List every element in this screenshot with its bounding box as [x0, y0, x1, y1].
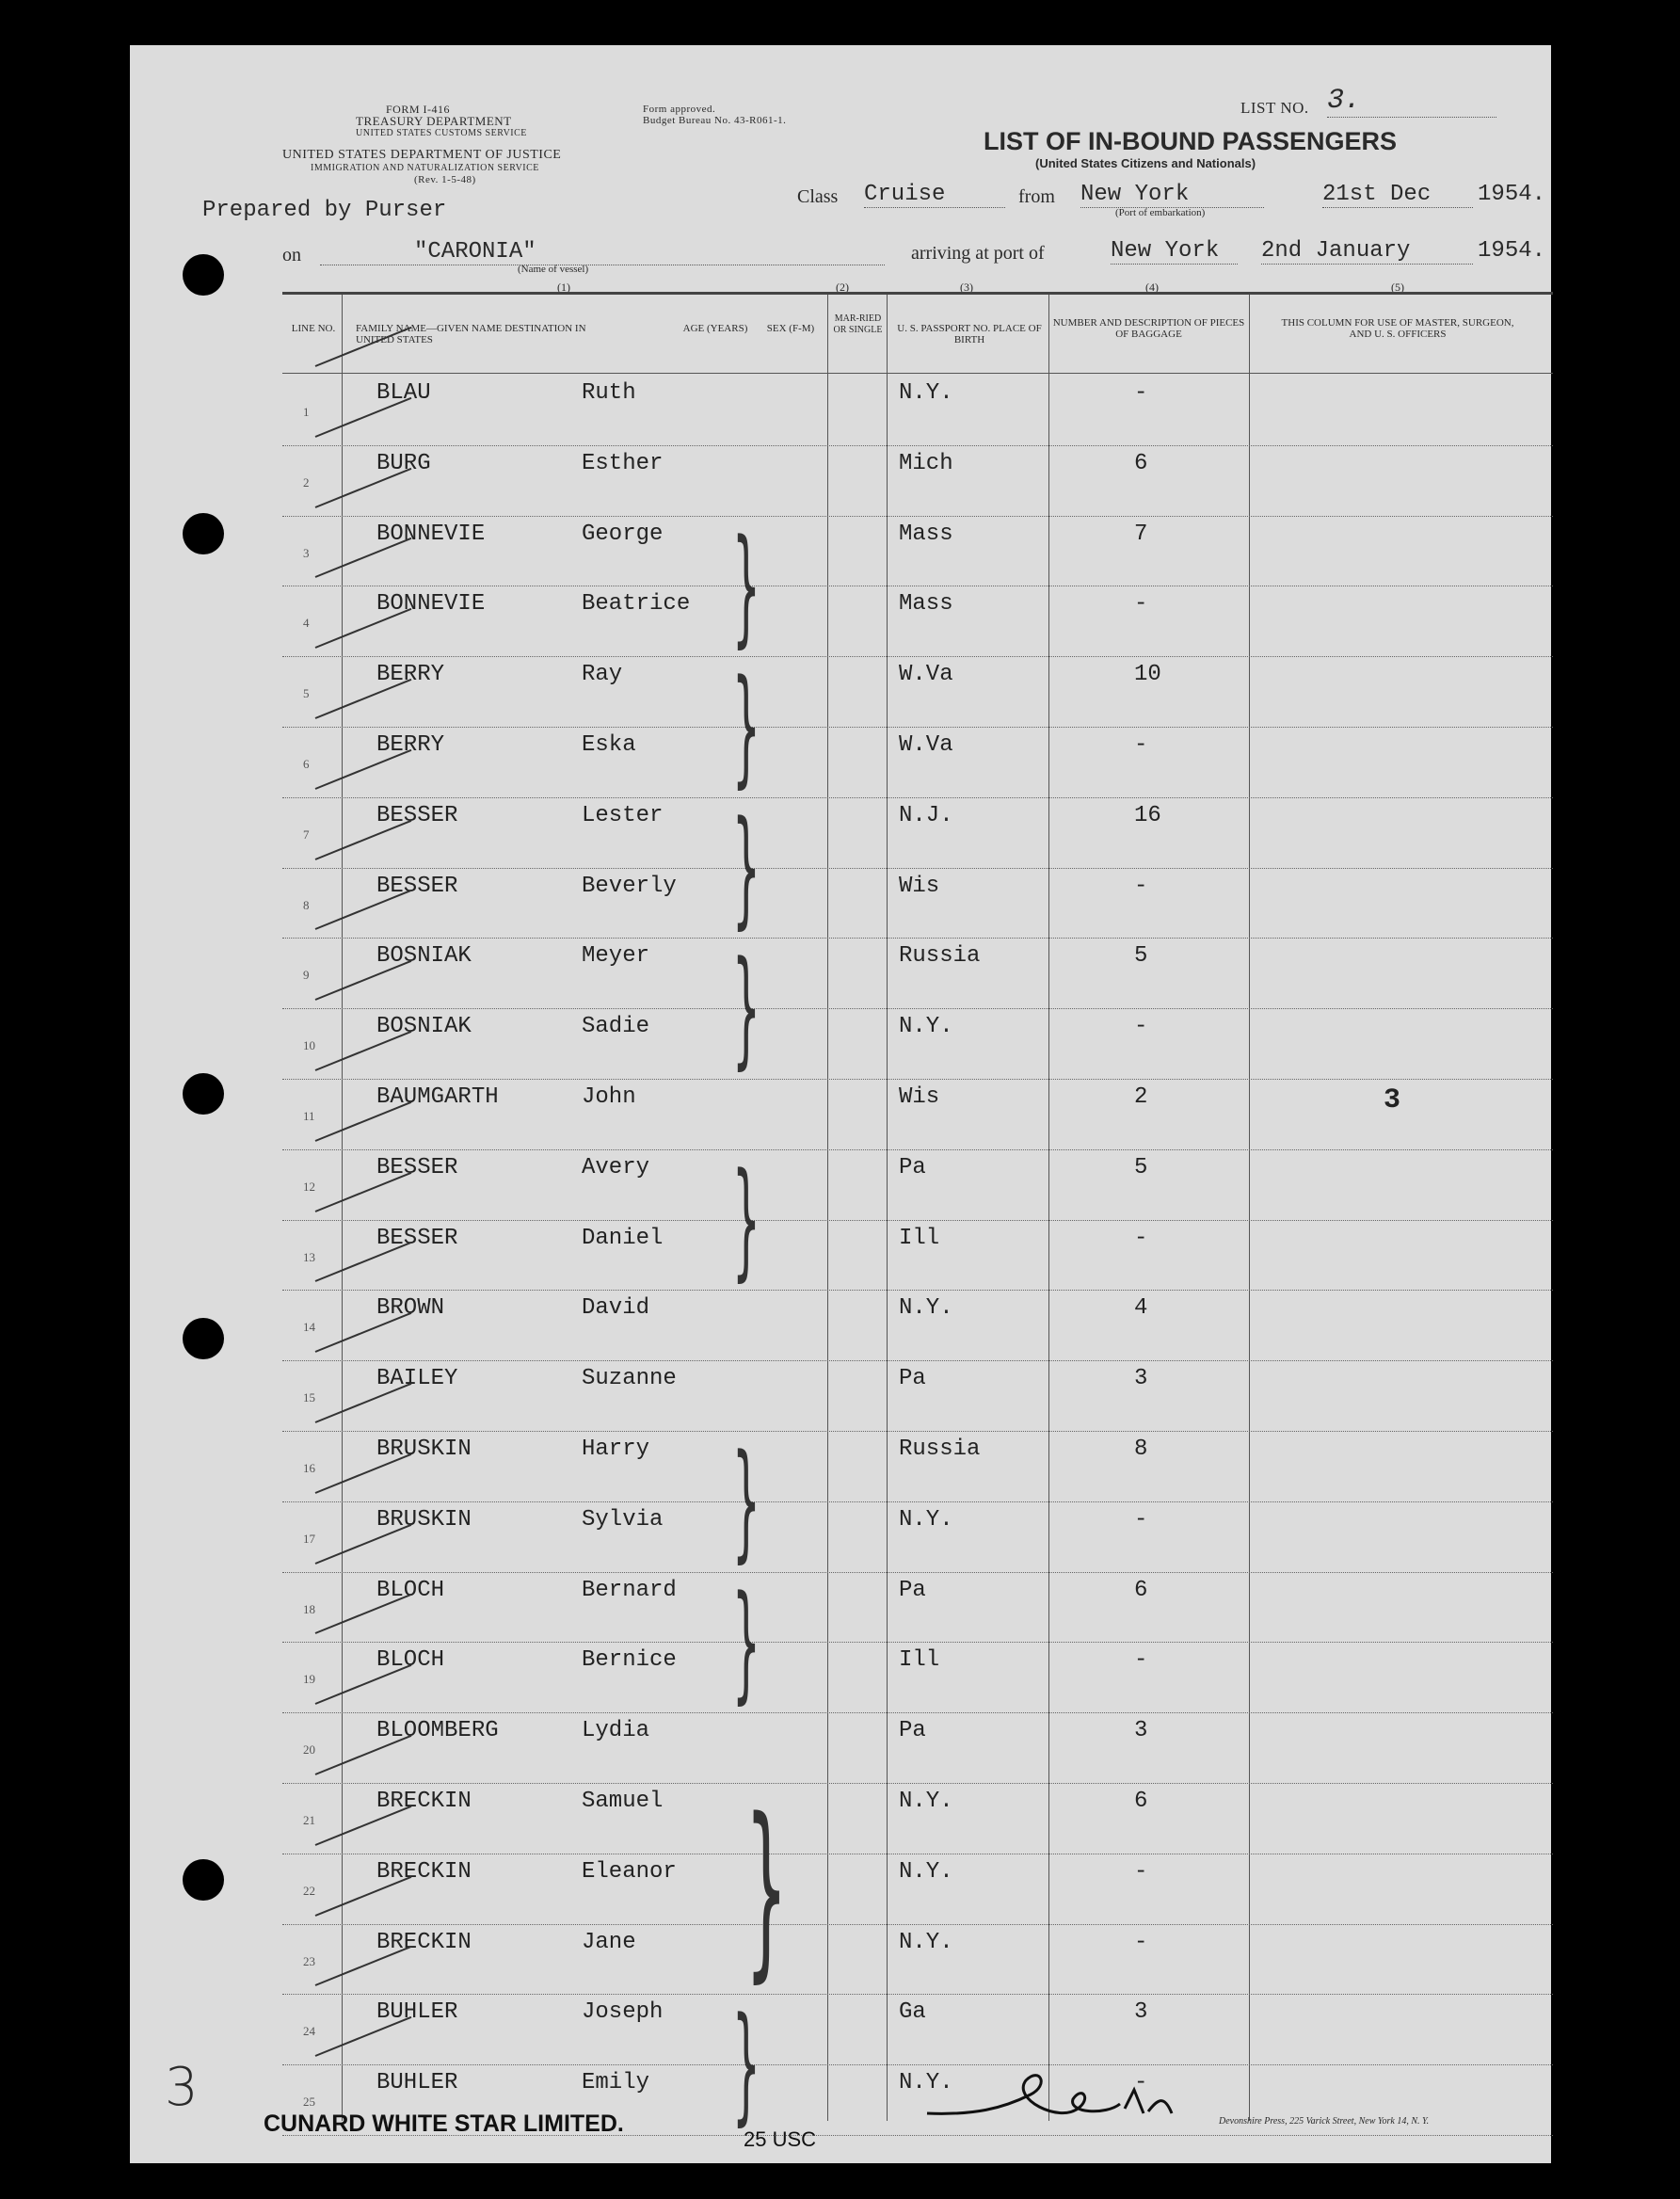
place-of-birth: N.Y.: [899, 1789, 953, 1814]
baggage-count: -: [1134, 732, 1148, 758]
line-number: 13: [303, 1249, 315, 1264]
table-row: [282, 797, 1553, 868]
given-name: Samuel: [582, 1789, 664, 1814]
line-number: 25: [303, 2095, 315, 2110]
baggage-count: -: [1134, 380, 1148, 406]
baggage-count: 6: [1134, 1577, 1148, 1603]
table-row: [282, 1924, 1553, 1995]
line-number: 17: [303, 1531, 315, 1546]
given-name: Suzanne: [582, 1366, 677, 1392]
baggage-count: 8: [1134, 1437, 1148, 1462]
family-name: BESSER: [376, 873, 458, 899]
baggage-count: -: [1134, 1014, 1148, 1040]
line-number: 2: [303, 474, 310, 490]
table-row: [282, 445, 1553, 516]
place-of-birth: Pa: [899, 1366, 926, 1392]
family-brace: }: [744, 1777, 788, 1999]
baggage-count: -: [1134, 1225, 1148, 1251]
line-number: 21: [303, 1813, 315, 1827]
given-name: Meyer: [582, 943, 650, 970]
departure-year: 1954.: [1478, 182, 1546, 207]
class-value: Cruise: [864, 182, 1005, 208]
place-of-birth: N.J.: [899, 802, 953, 828]
line-number: 7: [303, 827, 310, 842]
line-number: 6: [303, 757, 310, 771]
table-row: [282, 1149, 1553, 1220]
family-brace: }: [731, 1145, 760, 1293]
given-name: Emily: [582, 2070, 650, 2096]
baggage-count: 3: [1134, 1718, 1148, 1744]
family-name: BUHLER: [376, 2070, 458, 2096]
col-num-1: (1): [557, 281, 570, 294]
family-name: BOSNIAK: [376, 943, 472, 970]
table-row: [282, 1220, 1553, 1291]
place-of-birth: Pa: [899, 1577, 926, 1603]
table-row: [282, 727, 1553, 797]
baggage-count: 3: [1134, 1999, 1148, 2026]
table-row: [282, 868, 1553, 939]
line-number: 22: [303, 1883, 315, 1898]
treasury-dept: TREASURY DEPARTMENT: [356, 114, 512, 128]
justice-dept: UNITED STATES DEPARTMENT OF JUSTICE: [282, 148, 562, 162]
line-number: 19: [303, 1672, 315, 1687]
given-name: Ray: [582, 662, 623, 688]
table-row: [282, 586, 1553, 656]
family-brace: }: [731, 793, 760, 941]
line-number: 1: [303, 405, 310, 419]
header-married: MAR-RIED OR SINGLE: [833, 313, 883, 335]
arriving-label: arriving at port of: [911, 243, 1045, 264]
arrival-date: 2nd January: [1261, 238, 1473, 265]
header-officers: THIS COLUMN FOR USE OF MASTER, SURGEON, AND U. S. OFFICERS: [1281, 317, 1514, 340]
baggage-count: -: [1134, 873, 1148, 899]
family-name: BRECKIN: [376, 1789, 472, 1814]
table-row: [282, 1431, 1553, 1501]
given-name: Daniel: [582, 1225, 664, 1251]
family-brace: }: [731, 1990, 760, 2139]
given-name: Ruth: [582, 380, 636, 406]
family-name: BONNEVIE: [376, 521, 486, 547]
given-name: Lydia: [582, 1718, 650, 1744]
officer-note: 3: [1384, 1084, 1401, 1116]
place-of-birth: N.Y.: [899, 1858, 953, 1885]
binder-hole: [183, 1318, 224, 1359]
family-brace: }: [731, 652, 760, 801]
given-name: Joseph: [582, 1999, 664, 2026]
page-title: LIST OF IN-BOUND PASSENGERS: [984, 127, 1398, 155]
family-name: BLAU: [376, 380, 431, 406]
baggage-count: 7: [1134, 521, 1148, 547]
class-label: Class: [797, 186, 839, 207]
family-name: BRUSKIN: [376, 1437, 472, 1462]
given-name: Beatrice: [582, 591, 691, 618]
place-of-birth: Wis: [899, 873, 940, 899]
baggage-count: -: [1134, 1506, 1148, 1533]
baggage-count: 2: [1134, 1084, 1148, 1110]
table-row: [282, 1290, 1553, 1360]
form-number: FORM I-416: [386, 103, 451, 116]
from-port: New York: [1080, 182, 1264, 208]
given-name: Sadie: [582, 1014, 650, 1040]
table-row: [282, 1360, 1553, 1431]
family-brace: }: [731, 1567, 760, 1716]
col-num-3: (3): [960, 281, 973, 294]
table-row: [282, 656, 1553, 727]
line-number: 20: [303, 1742, 315, 1758]
place-of-birth: Ill: [899, 1225, 940, 1251]
form-revision: (Rev. 1-5-48): [414, 174, 476, 185]
family-name: BESSER: [376, 802, 458, 828]
baggage-count: -: [1134, 1647, 1148, 1674]
line-number: 10: [303, 1038, 315, 1053]
printer-imprint: Devonshire Press, 225 Varick Street, New York 14, N. Y.: [1219, 2116, 1430, 2127]
line-number: 12: [303, 1179, 315, 1194]
arrival-port: New York: [1111, 238, 1238, 265]
place-of-birth: Ga: [899, 1999, 926, 2026]
departure-date: 21st Dec: [1322, 182, 1473, 208]
family-name: BERRY: [376, 732, 445, 758]
place-of-birth: Mich: [899, 450, 953, 476]
embark-note: (Port of embarkation): [1115, 207, 1206, 218]
given-name: Beverly: [582, 873, 677, 899]
header-sex: SEX (F-M): [766, 323, 815, 334]
table-row: [282, 1008, 1553, 1079]
family-name: BRECKIN: [376, 1858, 472, 1885]
family-name: BROWN: [376, 1295, 445, 1322]
line-number: 14: [303, 1320, 315, 1335]
given-name: George: [582, 521, 664, 547]
baggage-count: -: [1134, 591, 1148, 618]
baggage-count: 4: [1134, 1295, 1148, 1322]
line-number: 15: [303, 1390, 315, 1405]
family-name: BLOCH: [376, 1647, 445, 1674]
place-of-birth: W.Va: [899, 732, 953, 758]
budget-bureau: Budget Bureau No. 43-R061-1.: [643, 115, 787, 126]
line-number: 23: [303, 1953, 315, 1968]
page-subtitle: (United States Citizens and Nationals): [1035, 156, 1256, 170]
table-row: [282, 1572, 1553, 1643]
family-name: BOSNIAK: [376, 1014, 472, 1040]
family-name: BRECKIN: [376, 1929, 472, 1955]
table-row: [282, 1994, 1553, 2064]
place-of-birth: Pa: [899, 1154, 926, 1180]
baggage-count: 10: [1134, 662, 1161, 688]
binder-hole: [183, 1859, 224, 1901]
given-name: Jane: [582, 1929, 636, 1955]
form-approved: Form approved.: [643, 104, 716, 115]
family-name: BURG: [376, 450, 431, 476]
baggage-count: 5: [1134, 943, 1148, 970]
margin-mark: 3: [165, 2057, 199, 2118]
list-no-label: LIST NO.: [1240, 99, 1309, 117]
table-row: [282, 375, 1553, 445]
vessel-name: "CARONIA": [320, 239, 885, 265]
binder-hole: [183, 254, 224, 296]
family-name: BLOCH: [376, 1577, 445, 1603]
company-stamp: CUNARD WHITE STAR LIMITED.: [264, 2111, 624, 2137]
family-name: BUHLER: [376, 1999, 458, 2026]
given-name: Eleanor: [582, 1858, 677, 1885]
place-of-birth: N.Y.: [899, 380, 953, 406]
line-number: 3: [303, 545, 310, 560]
baggage-count: 6: [1134, 1789, 1148, 1814]
baggage-count: 5: [1134, 1154, 1148, 1180]
line-number: 18: [303, 1601, 315, 1616]
on-label: on: [282, 245, 301, 265]
family-name: BAUMGARTH: [376, 1084, 499, 1110]
baggage-count: -: [1134, 2070, 1148, 2096]
binder-hole: [183, 513, 224, 554]
place-of-birth: Mass: [899, 591, 953, 618]
family-name: BAILEY: [376, 1366, 458, 1392]
place-of-birth: N.Y.: [899, 2070, 953, 2096]
place-of-birth: N.Y.: [899, 1295, 953, 1322]
family-name: BERRY: [376, 662, 445, 688]
given-name: Sylvia: [582, 1506, 664, 1533]
given-name: Avery: [582, 1154, 650, 1180]
binder-hole: [183, 1073, 224, 1115]
family-name: BRUSKIN: [376, 1506, 472, 1533]
place-of-birth: Russia: [899, 1437, 981, 1462]
table-row: [282, 1079, 1553, 1149]
line-number: 24: [303, 2024, 315, 2039]
family-brace: }: [731, 934, 760, 1083]
place-of-birth: N.Y.: [899, 1506, 953, 1533]
given-name: David: [582, 1295, 650, 1322]
given-name: Bernice: [582, 1647, 677, 1674]
table-row: [282, 516, 1553, 586]
family-brace: }: [731, 1427, 760, 1575]
given-name: Eska: [582, 732, 636, 758]
given-name: Lester: [582, 802, 664, 828]
vessel-note: (Name of vessel): [518, 264, 589, 275]
table-row: [282, 1642, 1553, 1712]
prepared-by: Prepared by Purser: [202, 198, 447, 223]
line-number: 11: [303, 1109, 315, 1123]
col-num-5: (5): [1391, 281, 1404, 294]
line-number: 9: [303, 968, 310, 983]
family-name: BESSER: [376, 1225, 458, 1251]
baggage-count: -: [1134, 1858, 1148, 1885]
line-number: 5: [303, 686, 310, 701]
purser-signature: [918, 2057, 1191, 2137]
table-row: [282, 1501, 1553, 1572]
place-of-birth: Mass: [899, 521, 953, 547]
family-name: BLOOMBERG: [376, 1718, 499, 1744]
place-of-birth: Pa: [899, 1718, 926, 1744]
header-baggage: NUMBER AND DESCRIPTION OF PIECES OF BAGGAGE: [1052, 317, 1245, 340]
table-row: [282, 1712, 1553, 1783]
header-line-no: LINE NO.: [291, 323, 336, 334]
header-passport: U. S. PASSPORT NO. PLACE OF BIRTH: [897, 323, 1042, 345]
usc-stamp: 25 USC: [744, 2127, 817, 2151]
family-name: BONNEVIE: [376, 591, 486, 618]
baggage-count: 3: [1134, 1366, 1148, 1392]
baggage-count: -: [1134, 1929, 1148, 1955]
place-of-birth: N.Y.: [899, 1929, 953, 1955]
place-of-birth: Russia: [899, 943, 981, 970]
table-row: [282, 938, 1553, 1008]
place-of-birth: Ill: [899, 1647, 940, 1674]
line-number: 4: [303, 616, 310, 631]
place-of-birth: N.Y.: [899, 1014, 953, 1040]
header-name: FAMILY NAME—GIVEN NAME DESTINATION IN UNITED STATES: [356, 323, 586, 345]
list-no-value: 3.: [1327, 85, 1496, 118]
table-row: [282, 1854, 1553, 1924]
baggage-count: 6: [1134, 450, 1148, 476]
given-name: Bernard: [582, 1577, 677, 1603]
from-label: from: [1018, 186, 1055, 207]
family-brace: }: [731, 511, 760, 660]
line-number: 16: [303, 1461, 315, 1475]
family-name: BESSER: [376, 1154, 458, 1180]
arrival-year: 1954.: [1478, 238, 1546, 264]
given-name: Harry: [582, 1437, 650, 1462]
baggage-count: 16: [1134, 802, 1161, 828]
ins-service: IMMIGRATION AND NATURALIZATION SERVICE: [311, 163, 539, 173]
place-of-birth: Wis: [899, 1084, 940, 1110]
header-age: AGE (YEARS): [682, 323, 748, 334]
given-name: Esther: [582, 450, 664, 476]
given-name: John: [582, 1084, 636, 1110]
customs-service: UNITED STATES CUSTOMS SERVICE: [356, 128, 527, 138]
line-number: 8: [303, 897, 310, 912]
col-num-4: (4): [1145, 281, 1159, 294]
place-of-birth: W.Va: [899, 662, 953, 688]
table-row: [282, 1783, 1553, 1854]
col-num-2: (2): [836, 281, 849, 294]
